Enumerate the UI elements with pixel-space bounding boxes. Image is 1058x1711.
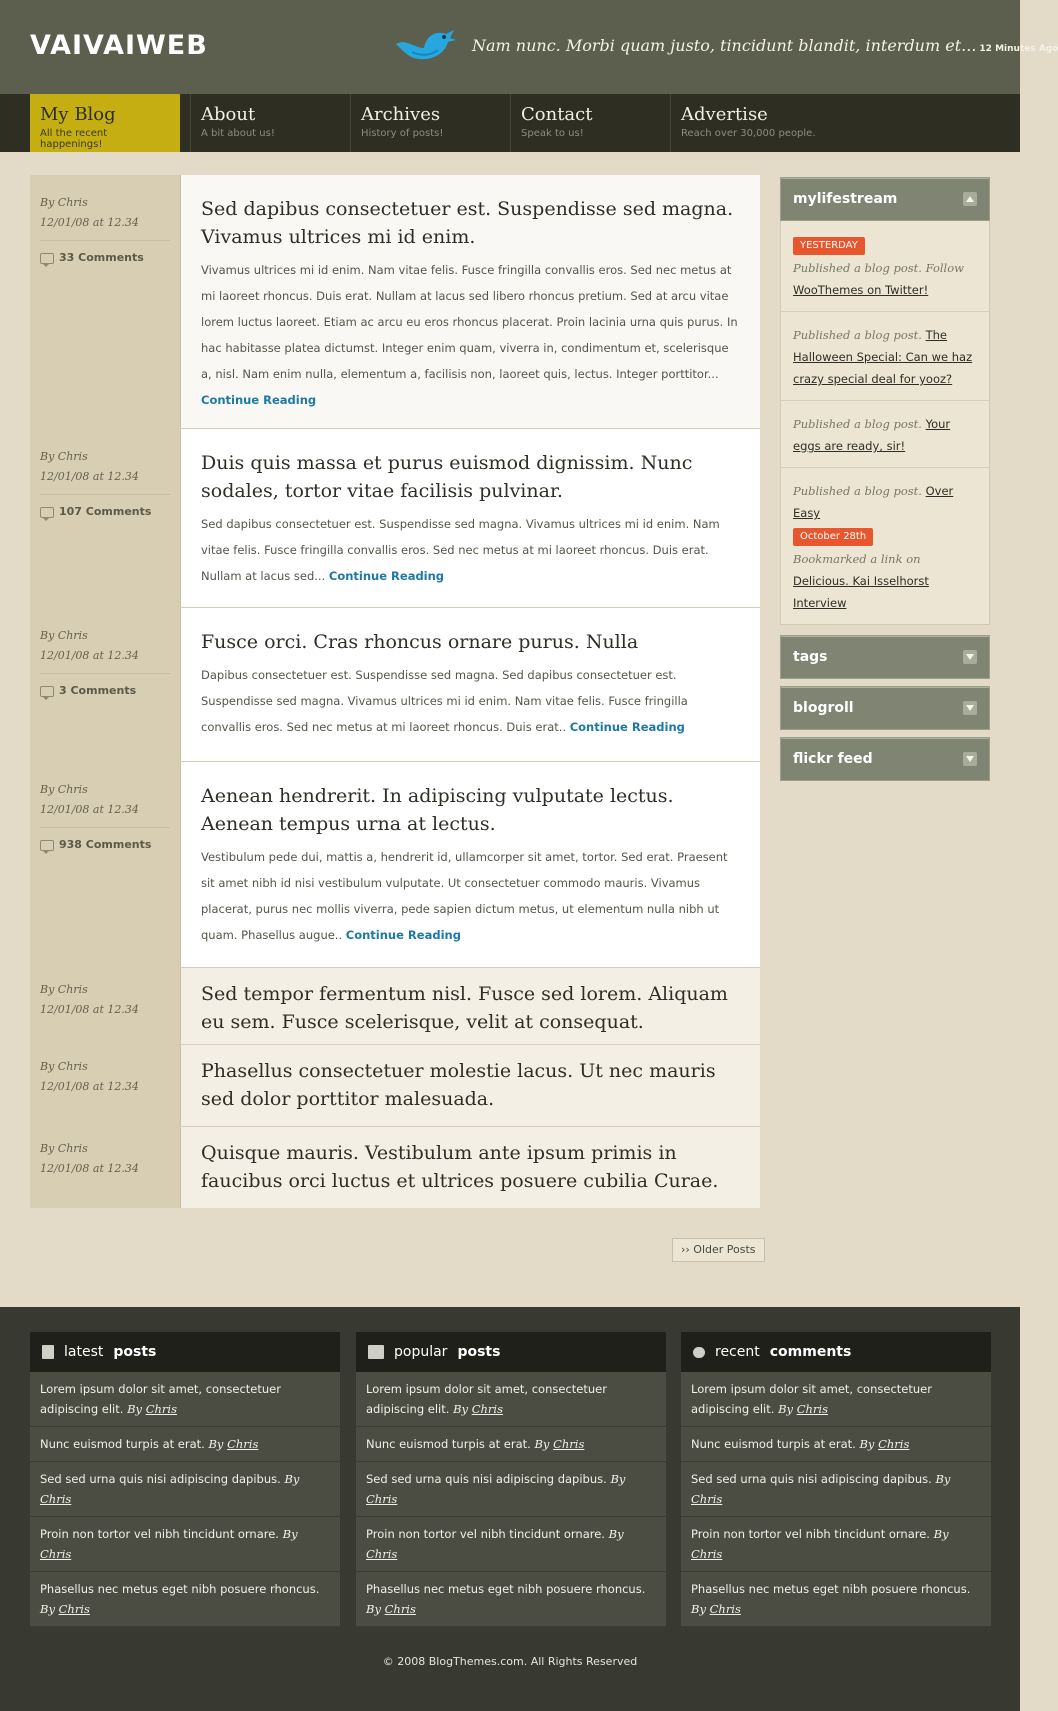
copyright: © 2008 BlogThemes.com. All Rights Reserved (382, 1655, 638, 1668)
item-link[interactable]: Delicious. Kai Isselhorst Interview (793, 574, 929, 610)
post-meta (30, 762, 180, 967)
post-meta (30, 968, 180, 1044)
nav-archives[interactable] (350, 94, 510, 152)
by-label: By (40, 1602, 55, 1616)
post (30, 968, 760, 1045)
list-item[interactable] (30, 1517, 340, 1572)
post-date: 12/01/08 at 12.34 (40, 1003, 139, 1016)
list-item[interactable] (356, 1517, 666, 1572)
expand-arrow-icon[interactable] (963, 752, 977, 766)
author-link[interactable]: Chris (691, 1547, 723, 1561)
post-meta (30, 1045, 180, 1126)
comment-icon (40, 507, 54, 518)
post-body (180, 968, 760, 1044)
date-badge: October 28th (793, 528, 873, 546)
post-body (180, 762, 760, 967)
item-text: Sed sed urna quis nisi adipiscing dapibus. (366, 1472, 607, 1486)
comments-count: 3 Comments (59, 684, 137, 697)
comment-icon (40, 840, 54, 851)
post-date: 12/01/08 at 12.34 (40, 1080, 139, 1093)
post-date: 12/01/08 at 12.34 (40, 216, 139, 229)
continue-reading-link[interactable]: Continue Reading (201, 393, 317, 407)
nav-my-blog[interactable] (30, 94, 180, 152)
item-author[interactable] (778, 1402, 828, 1416)
nav-advertise[interactable] (670, 94, 850, 152)
widget-title: tags (793, 649, 828, 665)
post-author: By Chris (40, 983, 88, 996)
item-action: Bookmarked a link on (793, 552, 921, 566)
by-label: By (453, 1402, 469, 1416)
nav-subtitle: All the recent happenings! (40, 128, 108, 150)
item-action: Published a blog post. (793, 484, 926, 498)
continue-reading-link[interactable]: Continue Reading (345, 928, 461, 942)
post-title[interactable]: Fusce orci. Cras rhoncus ornare purus. Nulla (201, 631, 639, 653)
excerpt-text: Vivamus ultrices mi id enim. Nam vitae felis. Fusce fringilla convallis eros. Sed nec metus at mi laoreet rhoncus. Duis erat. Nullam at lacus sed libero rhoncus pretium. Sed at arcu vitae lorem luctus laoreet. Etiam ac arcu eu eros rhoncus placerat. Proin lacinia urna quis purus. In hac habitasse platea dictumst. Integer enim quam, viverra in, condimentum et, scelerisque a, nisl. Nam enim nulla, elementum a, facilisis non, laoreet quis, lectus. Integer porttitor... (201, 263, 738, 381)
item-action: Published a blog post. Follow (793, 261, 965, 275)
author-link[interactable]: Chris (691, 1492, 723, 1506)
item-author[interactable] (366, 1602, 416, 1616)
by-label: By (208, 1437, 224, 1451)
item-author[interactable] (127, 1402, 177, 1416)
post-body (180, 175, 760, 428)
post-title[interactable]: Duis quis massa et purus euismod dignissim. Nunc sodales, tortor vitae facilisis pulvinar. (201, 452, 693, 502)
post (30, 1127, 760, 1208)
post-meta (30, 429, 180, 607)
footer-popular-posts (356, 1332, 666, 1627)
by-label: By (366, 1602, 381, 1616)
lifestream-item (781, 221, 989, 312)
item-author[interactable] (534, 1437, 584, 1451)
speech-bubble-icon (693, 1347, 705, 1358)
list-item[interactable] (356, 1427, 666, 1462)
nav-subtitle: History of posts! (361, 128, 444, 139)
post-list (30, 175, 760, 1208)
post-date: 12/01/08 at 12.34 (40, 649, 139, 662)
widget-title: flickr feed (793, 751, 873, 767)
item-author[interactable] (859, 1437, 909, 1451)
post-body (180, 429, 760, 607)
footer-list (681, 1372, 991, 1627)
post-body (180, 608, 760, 761)
list-item[interactable] (30, 1462, 340, 1517)
post-title[interactable]: Sed tempor fermentum nisl. Fusce sed lorem. Aliquam eu sem. Fusce scelerisque, velit at consequat. (201, 983, 728, 1033)
continue-reading-link[interactable]: Continue Reading (569, 720, 685, 734)
post (30, 175, 760, 429)
author-link[interactable]: Chris (796, 1402, 828, 1416)
lifestream-item (781, 468, 989, 624)
item-text: Lorem ipsum dolor sit amet, consectetuer adipiscing elit. (366, 1382, 607, 1416)
footer-column-header (30, 1332, 340, 1372)
item-text: Proin non tortor vel nibh tincidunt ornare. (366, 1527, 605, 1541)
by-label: By (691, 1602, 706, 1616)
footer-recent-comments (681, 1332, 991, 1627)
comments-count: 107 Comments (59, 505, 152, 518)
post-body (180, 1127, 760, 1208)
nav-title: Archives (361, 104, 441, 125)
item-text: Nunc euismod turpis at erat. (40, 1437, 205, 1451)
post (30, 429, 760, 608)
comments-count: 938 Comments (59, 838, 152, 851)
post-date: 12/01/08 at 12.34 (40, 470, 139, 483)
item-text: Nunc euismod turpis at erat. (366, 1437, 531, 1451)
header-bold: comments (769, 1344, 852, 1360)
header-pre: popular (394, 1344, 448, 1360)
expand-arrow-icon[interactable] (963, 701, 977, 715)
header-pre: latest (64, 1344, 104, 1360)
excerpt-text: Dapibus consectetuer est. Suspendisse sed magna. Sed dapibus consectetuer est. Suspendisse sed magna. Vivamus ultrices mi id enim. Nam vitae felis. Fusce fringilla convallis eros. Sed nec metus at mi laoreet rhoncus. Duis erat.. (201, 668, 688, 734)
author-link[interactable]: Chris (227, 1437, 259, 1451)
list-item[interactable] (681, 1462, 991, 1517)
item-action: Published a blog post. (793, 417, 926, 431)
by-label: By (933, 1527, 949, 1541)
item-text: Phasellus nec metus eget nibh posuere rhoncus. (691, 1582, 971, 1596)
tweet-text: Nam nunc. Morbi quam justo, tincidunt blandit, interdum et... (472, 36, 977, 55)
footer-list (30, 1372, 340, 1627)
nav-title: Advertise (681, 104, 768, 125)
post (30, 608, 760, 762)
latest-tweet[interactable] (472, 36, 1058, 55)
item-author[interactable] (40, 1602, 90, 1616)
post-author: By Chris (40, 450, 88, 463)
post-body (180, 1045, 760, 1126)
author-link[interactable]: Chris (40, 1547, 72, 1561)
header-bold: posts (113, 1344, 157, 1360)
author-link[interactable]: Chris (471, 1402, 503, 1416)
lifestream-item (781, 312, 989, 401)
post-author: By Chris (40, 1060, 88, 1073)
item-link[interactable]: WooThemes on Twitter! (793, 283, 929, 297)
lifestream-item (781, 401, 989, 468)
comment-icon (40, 686, 54, 697)
author-link[interactable]: Chris (366, 1492, 398, 1506)
older-posts-button[interactable]: ›› Older Posts (672, 1238, 765, 1262)
list-item[interactable] (30, 1427, 340, 1462)
collapse-arrow-icon[interactable] (963, 192, 977, 206)
post-title[interactable]: Sed dapibus consectetuer est. Suspendisse sed magna. Vivamus ultrices mi id enim. (201, 198, 734, 248)
item-action: Published a blog post. (793, 328, 926, 342)
author-link[interactable]: Chris (709, 1602, 741, 1616)
list-item[interactable] (681, 1572, 991, 1627)
blogroll-widget-header[interactable] (780, 686, 990, 730)
item-link[interactable]: Over Easy (793, 484, 954, 520)
list-item[interactable] (356, 1462, 666, 1517)
comment-icon (40, 253, 54, 264)
nav-about[interactable] (190, 94, 350, 152)
widget-title: blogroll (793, 700, 854, 716)
item-text: Nunc euismod turpis at erat. (691, 1437, 856, 1451)
lifestream-widget-header[interactable] (780, 177, 990, 221)
sidebar (780, 177, 990, 781)
post (30, 762, 760, 968)
header-pre: recent (715, 1344, 760, 1360)
author-link[interactable]: Chris (878, 1437, 910, 1451)
tags-widget-header[interactable] (780, 635, 990, 679)
item-text: Lorem ipsum dolor sit amet, consectetuer adipiscing elit. (40, 1382, 281, 1416)
header (0, 0, 1058, 94)
lifestream-list (780, 221, 990, 625)
nav-title: My Blog (40, 104, 116, 125)
item-author[interactable] (691, 1602, 741, 1616)
item-text: Lorem ipsum dolor sit amet, consectetuer adipiscing elit. (691, 1382, 932, 1416)
item-text: Phasellus nec metus eget nibh posuere rhoncus. (40, 1582, 320, 1596)
post-author: By Chris (40, 196, 88, 209)
footer-list (356, 1372, 666, 1627)
document-icon (42, 1345, 54, 1359)
footer-column-header (356, 1332, 666, 1372)
widget-title: mylifestream (793, 191, 898, 207)
post-title[interactable]: Quisque mauris. Vestibulum ante ipsum primis in faucibus orci luctus et ultrices posuere cubilia Curae. (201, 1142, 719, 1192)
documents-icon (368, 1345, 384, 1359)
main-nav (0, 94, 1020, 152)
comments-count: 33 Comments (59, 251, 144, 264)
post-author: By Chris (40, 783, 88, 796)
by-label: By (127, 1402, 143, 1416)
author-link[interactable]: Chris (366, 1547, 398, 1561)
site-logo[interactable]: VAIVAIWEB (30, 30, 208, 61)
twitter-bird-icon (392, 22, 458, 66)
author-link[interactable]: Chris (58, 1602, 90, 1616)
item-text: Proin non tortor vel nibh tincidunt ornare. (40, 1527, 279, 1541)
list-item[interactable] (356, 1372, 666, 1427)
post-author: By Chris (40, 629, 88, 642)
footer-column-header (681, 1332, 991, 1372)
item-text: Phasellus nec metus eget nibh posuere rhoncus. (366, 1582, 646, 1596)
by-label: By (935, 1472, 951, 1486)
post-excerpt (201, 511, 740, 589)
nav-title: About (201, 104, 256, 125)
footer-latest-posts (30, 1332, 340, 1627)
tweet-time: 12 Minutes Ago (979, 44, 1058, 54)
post-meta (30, 175, 180, 428)
by-label: By (534, 1437, 550, 1451)
list-item[interactable] (356, 1572, 666, 1627)
post-meta (30, 1127, 180, 1208)
post-excerpt (201, 844, 740, 948)
nav-subtitle: Speak to us! (521, 128, 584, 139)
post-comments-link[interactable] (40, 494, 170, 522)
list-item[interactable] (681, 1427, 991, 1462)
nav-subtitle: A bit about us! (201, 128, 275, 139)
post-excerpt (201, 662, 740, 740)
excerpt-text: Vestibulum pede dui, mattis a, hendrerit id, ullamcorper sit amet, tortor. Sed erat. Praesent sit amet nibh id nisi vestibulum vulputate. Ut consectetuer commodo mauris. Vivamus placerat, purus nec mollis viverra, pede sapien dictum metus, ut elementum nulla nibh ut quam. Phasellus augue.. (201, 850, 728, 942)
item-link[interactable]: The Halloween Special: Can we haz crazy special deal for yooz? (793, 328, 973, 386)
author-link[interactable]: Chris (384, 1602, 416, 1616)
list-item[interactable] (30, 1572, 340, 1627)
post-date: 12/01/08 at 12.34 (40, 1162, 139, 1175)
by-label: By (610, 1472, 626, 1486)
post-author: By Chris (40, 1142, 88, 1155)
by-label: By (608, 1527, 624, 1541)
excerpt-text: Sed dapibus consectetuer est. Suspendisse sed magna. Vivamus ultrices mi id enim. Nam vitae felis. Fusce fringilla convallis eros. Sed nec metus at mi laoreet rhoncus. Duis erat. Nullam at lacus sed... (201, 517, 720, 583)
by-label: By (282, 1527, 298, 1541)
item-text: Sed sed urna quis nisi adipiscing dapibus. (40, 1472, 281, 1486)
post-date: 12/01/08 at 12.34 (40, 803, 139, 816)
nav-contact[interactable] (510, 94, 670, 152)
item-text: Proin non tortor vel nibh tincidunt ornare. (691, 1527, 930, 1541)
list-item[interactable] (681, 1517, 991, 1572)
author-link[interactable]: Chris (553, 1437, 585, 1451)
author-link[interactable]: Chris (40, 1492, 72, 1506)
expand-arrow-icon[interactable] (963, 650, 977, 664)
post-comments-link[interactable] (40, 673, 170, 701)
post-title[interactable]: Aenean hendrerit. In adipiscing vulputate lectus. Aenean tempus urna at lectus. (201, 785, 674, 835)
footer (0, 1307, 1020, 1711)
nav-subtitle: Reach over 30,000 people. (681, 128, 816, 139)
list-item[interactable] (681, 1372, 991, 1427)
nav-title: Contact (521, 104, 593, 125)
by-label: By (778, 1402, 794, 1416)
post-meta (30, 608, 180, 761)
post-excerpt (201, 257, 740, 413)
author-link[interactable]: Chris (145, 1402, 177, 1416)
continue-reading-link[interactable]: Continue Reading (328, 569, 445, 583)
header-bold: posts (457, 1344, 501, 1360)
item-author[interactable] (453, 1402, 503, 1416)
item-text: Sed sed urna quis nisi adipiscing dapibus. (691, 1472, 932, 1486)
list-item[interactable] (30, 1372, 340, 1427)
post-comments-link[interactable] (40, 240, 170, 268)
post-comments-link[interactable] (40, 827, 170, 855)
item-link[interactable]: Your eggs are ready, sir! (793, 417, 951, 453)
post-title[interactable]: Phasellus consectetuer molestie lacus. Ut nec mauris sed dolor porttitor malesuada. (201, 1060, 716, 1110)
date-badge: YESTERDAY (793, 237, 865, 255)
flickr-feed-widget-header[interactable] (780, 737, 990, 781)
by-label: By (284, 1472, 300, 1486)
by-label: By (859, 1437, 875, 1451)
item-author[interactable] (208, 1437, 258, 1451)
post (30, 1045, 760, 1127)
